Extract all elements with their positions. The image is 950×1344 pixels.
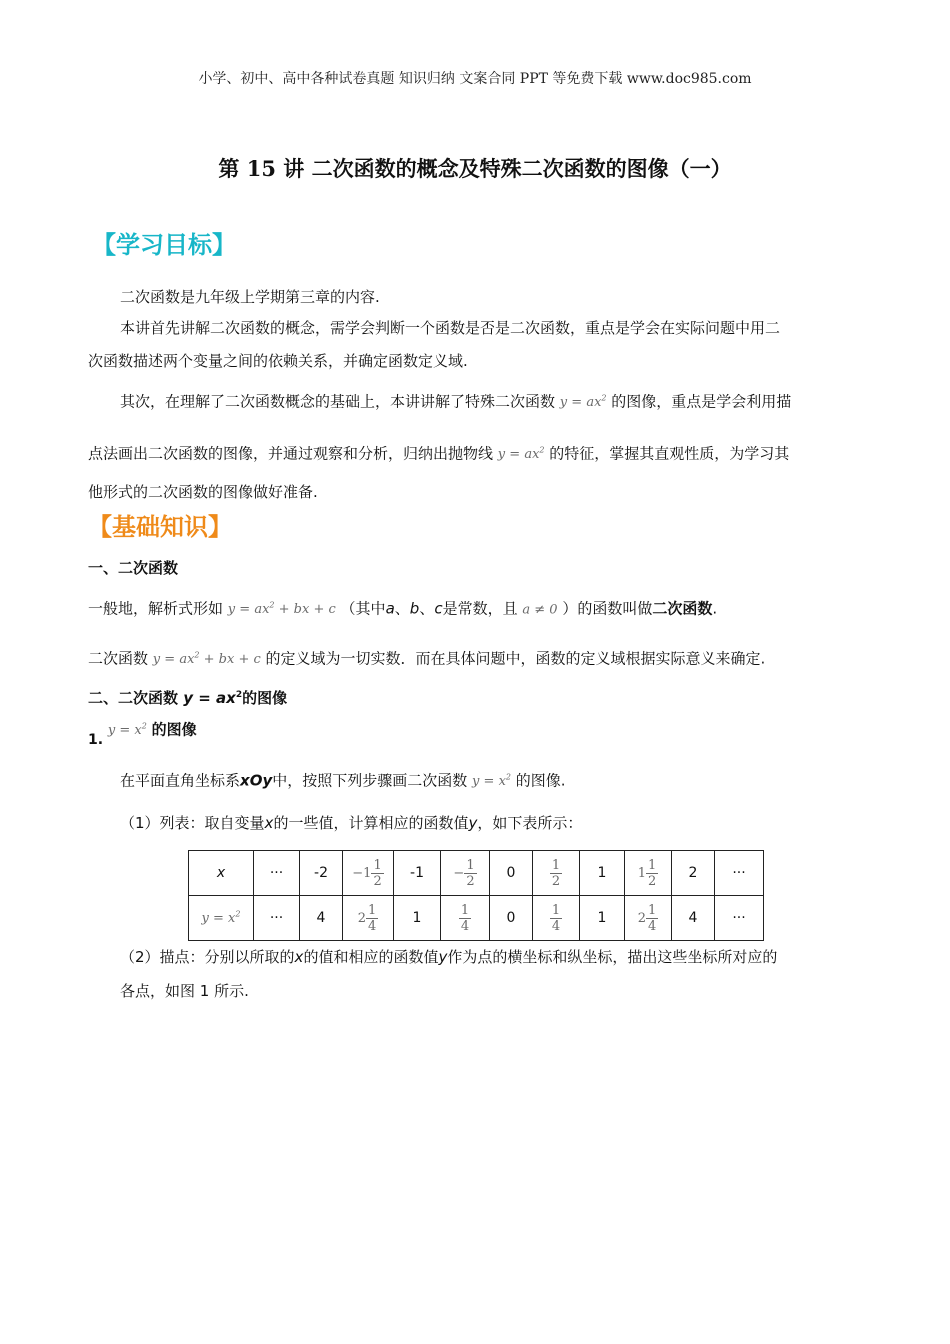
table-cell: $\frac{1}{2}$ <box>533 851 580 896</box>
definition-paragraph: 一般地，解析式形如 $y = ax^2$ + bx + c （其中a、b、c是常数，且 a ≠ 0 ）的函数叫做二次函数. <box>88 599 718 618</box>
table-cell: 4 <box>300 896 343 941</box>
value-table <box>188 850 764 941</box>
formula-a-neq-0: a ≠ 0 <box>522 602 558 618</box>
table-cell: 4 <box>672 896 715 941</box>
objectives-heading: 【学习目标】 <box>92 231 236 259</box>
objectives-paragraph-1: 二次函数是九年级上学期第三章的内容. <box>120 288 380 306</box>
formula-general-quadratic: $y = ax^2$ + bx + c <box>152 651 261 668</box>
table-cell: 1 <box>580 896 625 941</box>
table-cell-ellipsis: ··· <box>715 851 764 896</box>
objectives-paragraph-2-line-1: 本讲首先讲解二次函数的概念，需学会判断一个函数是否是二次函数，重点是学会在实际问题中用二 <box>120 319 781 337</box>
step-1-text: （1）列表：取自变量x的一些值，计算相应的函数值y，如下表所示： <box>120 814 583 832</box>
objectives-paragraph-3-line-1: 其次，在理解了二次函数概念的基础上，本讲讲解了特殊二次函数 $y = ax^2$ 的图像，重点是学会利用描 <box>120 392 792 411</box>
page-title: 第 15 讲 二次函数的概念及特殊二次函数的图像（一） <box>218 156 732 181</box>
table-cell-label-x: x <box>189 851 254 896</box>
table-cell-label-y: $y = x^2$ <box>189 896 254 941</box>
table-cell-ellipsis: ··· <box>254 896 300 941</box>
objectives-paragraph-3-line-2: 点法画出二次函数的图像，并通过观察和分析，归纳出抛物线 $y = ax^2$ 的特征，掌握其直观性质，为学习其 <box>88 444 790 463</box>
table-cell: 2 $\frac{1}{4}$ <box>343 896 394 941</box>
objectives-paragraph-3-line-3: 他形式的二次函数的图像做好准备. <box>88 483 318 501</box>
table-cell: 1 <box>394 896 441 941</box>
basics-heading: 【基础知识】 <box>88 513 232 541</box>
formula-y-eq-x2: $y = x^2$ <box>107 722 147 739</box>
formula-y-eq-x2: $y = x^2$ <box>472 773 511 790</box>
table-cell: $\frac{1}{4}$ <box>533 896 580 941</box>
procedure-intro: 在平面直角坐标系xOy中，按照下列步骤画二次函数 $y = x^2$ 的图像. <box>120 771 566 790</box>
formula-y-eq-ax2: $y = ax^2$ <box>559 394 607 411</box>
step-2-text-line-1: （2）描点：分别以所取的x的值和相应的函数值y作为点的横坐标和纵坐标，描出这些坐标所对应的 <box>120 948 778 966</box>
table-cell: −1 $\frac{1}{2}$ <box>343 851 394 896</box>
table-cell: 2 $\frac{1}{4}$ <box>625 896 672 941</box>
term-quadratic-function: 二次函数 <box>652 599 713 618</box>
table-cell: -2 <box>300 851 343 896</box>
objectives-paragraph-2-line-2: 次函数描述两个变量之间的依赖关系，并确定函数定义域. <box>88 352 468 370</box>
subsection-1-title: 1. $y = x^2$ 的图像 <box>88 720 197 749</box>
table-row-y <box>189 896 764 941</box>
table-cell: 1 <box>580 851 625 896</box>
table-cell: $\frac{1}{4}$ <box>441 896 490 941</box>
formula-y-eq-ax2: $y = ax^2$ <box>497 446 545 463</box>
table-cell: 0 <box>490 851 533 896</box>
section-2-title: 二、二次函数 $y = ax^2$的图像 <box>88 689 288 707</box>
table-cell-ellipsis: ··· <box>715 896 764 941</box>
table-cell: − $\frac{1}{2}$ <box>441 851 490 896</box>
table-cell-ellipsis: ··· <box>254 851 300 896</box>
table-cell: -1 <box>394 851 441 896</box>
formula-general-quadratic: $y = ax^2$ + bx + c <box>227 601 336 618</box>
table-cell: 1 $\frac{1}{2}$ <box>625 851 672 896</box>
table-cell: 0 <box>490 896 533 941</box>
table-cell: 2 <box>672 851 715 896</box>
step-2-text-line-2: 各点，如图 1 所示. <box>120 982 249 1000</box>
table-row-x <box>189 851 764 896</box>
page-header-banner: 小学、初中、高中各种试卷真题 知识归纳 文案合同 PPT 等免费下载 www.doc985.com <box>198 71 752 87</box>
domain-paragraph: 二次函数 $y = ax^2$ + bx + c 的定义域为一切实数．而在具体问题中，函数的定义域根据实际意义来确定. <box>88 649 766 668</box>
section-1-title: 一、二次函数 <box>88 559 179 577</box>
